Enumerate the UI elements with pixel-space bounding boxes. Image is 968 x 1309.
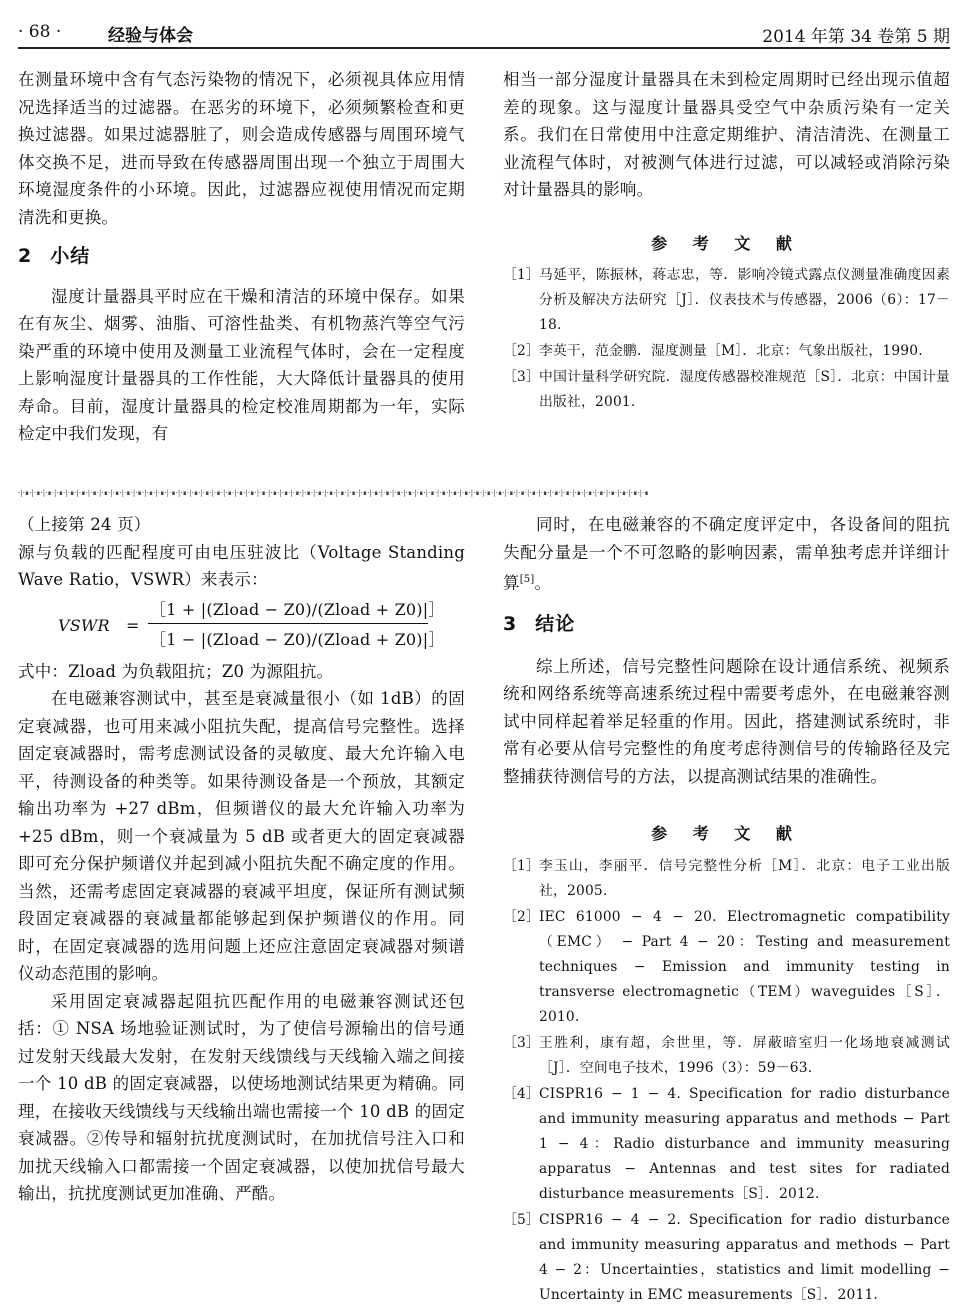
reference-item: ［5］ CISPR16 − 4 − 2. Specification for radio disturbance and immunity measuring apparatus and methods − Part 4 − 2：Uncertainties，statistics and limit modelling − Uncertainty in EMC measurements［S］．2011. [503,1211,950,1303]
paragraph: 在测量环境中含有气态污染物的情况下，必须视具体应用情况选择适当的过滤器。在恶劣的环境下，必须频繁检查和更换过滤器。如果过滤器脏了，则会造成传感器与周围环境气体交换不足，进而导致在传感器周围出现一个独立于周围大环境湿度条件的小环境。因此，过滤器应视使用情况而定期清洗和更换。 [18,70,465,227]
references-title: 参 考 文 献 [651,824,802,843]
ornamental-divider [18,489,950,497]
reference-list [503,854,950,1308]
vswr-equation [18,596,465,654]
paragraph: 综上所述，信号完整性问题除在设计通信系统、视频系统和网络系统等高速系统过程中需要考虑外，在电磁兼容测试中同样起着举足轻重的作用。因此，搭建测试系统时，非常有必要从信号完整性的角度考虑待测信号的传输路径及完整捕获待测信号的方法，以提高测试结果的准确性。 [503,656,950,786]
section-heading [18,243,465,271]
equation-lhs: VSWR [58,615,110,635]
continued-note: （上接第 24 页） [18,515,151,534]
reference-item: ［3］ 中国计量科学研究院．湿度传感器校准规范［S］．北京：中国计量出版社，2001. [503,369,950,410]
section-title: 经验与体会 [108,26,193,46]
paragraph: 湿度计量器具平时应在干燥和清洁的环境中保存。如果在有灰尘、烟雾、油脂、可溶性盐类、有机物蒸汽等空气污染严重的环境中使用及测量工业流程气体时，会在一定程度上影响湿度计量器具的工作性能，大大降低计量器具的使用寿命。目前，湿度计量器具的检定校准周期都为一年，实际检定中我们发现，有 [18,286,465,443]
reference-item: ［1］ 李玉山，李丽平．信号完整性分析［M］．北京：电子工业出版社，2005. [503,857,950,899]
bottom-left-column [18,511,465,1208]
issue-info: 2014 年第 34 卷第 5 期 [762,27,950,47]
bottom-right-column [503,511,950,1309]
reference-item: ［2］ 李英干，范金鹏．湿度测量［M］．北京：气象出版社，1990. [503,343,923,359]
heading-number: 2 [18,245,33,267]
paragraph: 在电磁兼容测试中，甚至是衰减量很小（如 1dB）的固定衰减器，也可用来减小阻抗失配，提高信号完整性。选择固定衰减器时，需考虑测试设备的灵敏度、最大允许输入电平，待测设备的种类等。如果待测设备是一个预放，其额定输出功率为 +27 dBm，但频谱仪的最大允许输入功率为 +25 dBm，则一个衰减量为 5 dB 或者更大的固定衰减器即可充分保护频谱仪并起到减小阻抗失配不确定度的作用。当然，还需考虑固定衰减器的衰减平坦度，保证所有测试频段固定衰减器的衰减量都能够起到保护频谱仪的作用。同时，在固定衰减器的选用问题上还应注意固定衰减器对频谱仪动态范围的影响。 [18,689,465,983]
top-right-column [503,66,950,416]
citation: [5] [519,574,535,585]
running-header [18,20,950,48]
heading-text: 结论 [535,613,576,635]
reference-list [503,263,950,415]
header-rule [18,47,950,49]
equation-denominator: ［1 − |(Zload − Z0)/(Zload + Z0)|］ [150,629,445,649]
heading-text: 小结 [50,245,91,267]
fraction-bar [148,623,428,624]
reference-item: ［2］ IEC 61000 − 4 − 20. Electromagnetic compatibility（EMC） − Part 4 − 20：Testing and measurement techniques − Emission and immunity testing in transverse electromagnetic（TEM）waveguides［S］．2010. [503,908,950,1025]
reference-item: ［3］ 王胜利，康有超，余世里，等．屏蔽暗室归一化场地衰减测试［J］．空间电子技术，1996（3）：59－63. [503,1034,950,1076]
section-heading [503,611,950,639]
paragraph: 采用固定衰减器起阻抗匹配作用的电磁兼容测试还包括：① NSA 场地验证测试时，为了使信号源输出的信号通过发射天线最大发射，在发射天线馈线与天线输入端之间接一个 10 dB 的固定衰减器，以使场地测试结果更为精确。同理，在接收天线馈线与天线输出端也需接一个 10 dB 的固定衰减器。②传导和辐射抗扰度测试时，在加扰信号注入口和加扰天线输入口都需接一个固定衰减器，以使加扰信号最大输出，抗扰度测试更加准确、严酷。 [18,991,465,1203]
top-left-column [18,66,465,448]
equation-equals: = [126,615,140,635]
heading-number: 3 [503,613,518,635]
divider-pattern: ·|·∎·|·∎·|·∎·|·∎·|·∎·|·∎·|·∎·|·∎·|·∎·|·∎·|·∎·|·∎·|·∎·|·∎·|·∎·|·∎·|·∎·|·∎·|·∎·|·∎·|·∎·|·∎·|·∎·|·∎·|·∎·|·∎·|·∎·|·∎·|·∎·|·∎·|·∎·|·∎·|·∎·|·∎·|·∎·|·∎·|·∎·|·∎·|·∎·|·∎·|·∎·|·∎·|·∎·|·∎·|·∎·|·∎·|·∎·|·∎·|·∎·|·∎·|·∎·|·∎·|·∎·|·∎·|·∎·|·∎ [18,489,649,497]
paragraph: 源与负载的匹配程度可由电压驻波比（Voltage Standing Wave Ratio，VSWR）来表示： [18,542,465,589]
page-number: · 68 · [18,22,62,42]
paragraph: 相当一部分湿度计量器具在未到检定周期时已经出现示值超差的现象。这与湿度计量器具受空气中杂质污染有一定关系。我们在日常使用中注意定期维护、清洁清洗、在测量工业流程气体时，对被测气体进行过滤，可以减轻或消除污染对计量器具的影响。 [503,70,950,199]
reference-item: ［4］ CISPR16 − 1 − 4. Specification for radio disturbance and immunity measuring apparatus and methods − Part 1 − 4：Radio disturbance and immunity measuring apparatus − Antennas and test sites for radiated disturbance measurements［S］．2012. [503,1085,950,1202]
equation-numerator: ［1 + |(Zload − Z0)/(Zload + Z0)|］ [150,599,445,619]
equation-where: 式中：Zload 为负载阻抗；Z0 为源阻抗。 [18,661,334,681]
references-title: 参 考 文 献 [651,233,802,253]
reference-item: ［1］ 马延平，陈振林，蒋志忠，等．影响冷镜式露点仪测量准确度因素分析及解决方法研究［J］．仪表技术与传感器，2006（6）：17－18. [503,267,950,333]
paragraph: 同时，在电磁兼容的不确定度评定中，各设备间的阻抗失配分量是一个不可忽略的影响因素，需单独考虑并详细计算[5]。 [503,515,950,593]
